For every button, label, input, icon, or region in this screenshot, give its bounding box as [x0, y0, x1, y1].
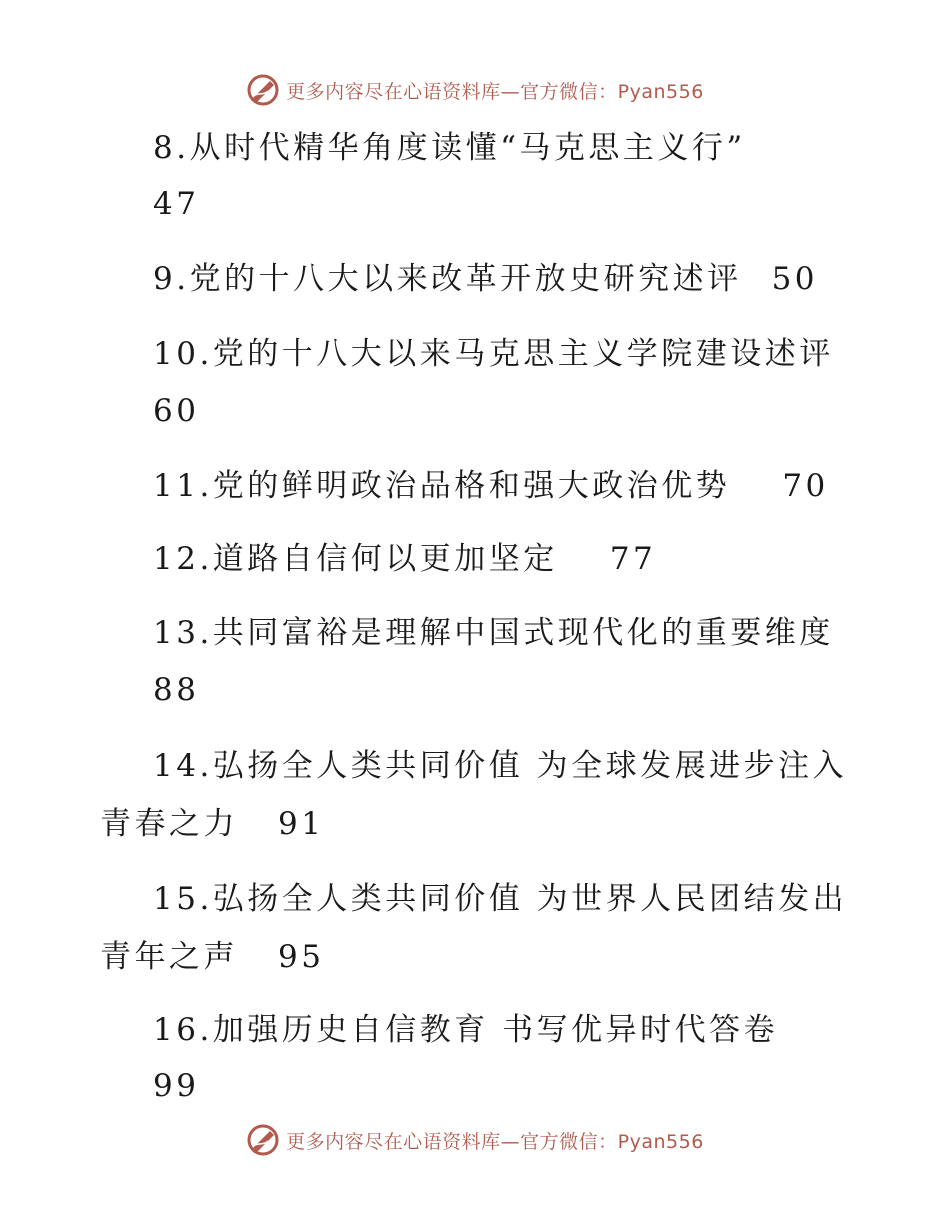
toc-entry-title: 青年之声 [100, 939, 238, 975]
toc-entry-page: 95 [278, 939, 325, 975]
toc-entry-page: 70 [782, 468, 829, 504]
toc-entry-page: 50 [771, 261, 819, 297]
toc-entry-11 [153, 466, 829, 506]
pen-seal-icon [246, 1123, 280, 1157]
toc-entry-title: 9.党的十八大以来改革开放史研究述评 [153, 261, 742, 297]
toc-entry-9 [153, 259, 818, 299]
watermark-text: 更多内容尽在心语资料库—官方微信：Pyan556 [286, 1130, 704, 1153]
toc-entry-13: 13.共同富裕是理解中国式现代化的重要维度 [153, 615, 834, 651]
toc-entry-title: 12.道路自信何以更加坚定 [153, 541, 558, 577]
toc-entry-8-page: 47 [153, 186, 200, 222]
toc-entry-14-cont [100, 804, 324, 844]
toc-entry-15-cont [100, 937, 324, 977]
toc-entry-title: 11.党的鲜明政治品格和强大政治优势 [153, 468, 731, 504]
toc-entry-title: 青春之力 [100, 806, 238, 842]
toc-entry-15: 15.弘扬全人类共同价值 为世界人民团结发出 [153, 881, 848, 917]
footer-watermark [0, 1120, 950, 1160]
toc-entry-16: 16.加强历史自信教育 书写优异时代答卷 [153, 1012, 779, 1048]
toc-entry-12 [153, 539, 656, 579]
toc-entry-14: 14.弘扬全人类共同价值 为全球发展进步注入 [153, 748, 848, 784]
toc-entry-page: 77 [609, 541, 657, 577]
toc-entry-10-page: 60 [153, 393, 200, 429]
toc-entry-10: 10.党的十八大以来马克思主义学院建设述评 [153, 336, 834, 372]
watermark-text: 更多内容尽在心语资料库—官方微信：Pyan556 [286, 80, 704, 103]
toc-entry-page: 91 [278, 806, 325, 842]
toc-entry-13-page: 88 [153, 672, 200, 708]
toc-entry-8: 8.从时代精华角度读懂“马克思主义行” [153, 130, 746, 166]
toc-entry-16-page: 99 [153, 1068, 200, 1104]
